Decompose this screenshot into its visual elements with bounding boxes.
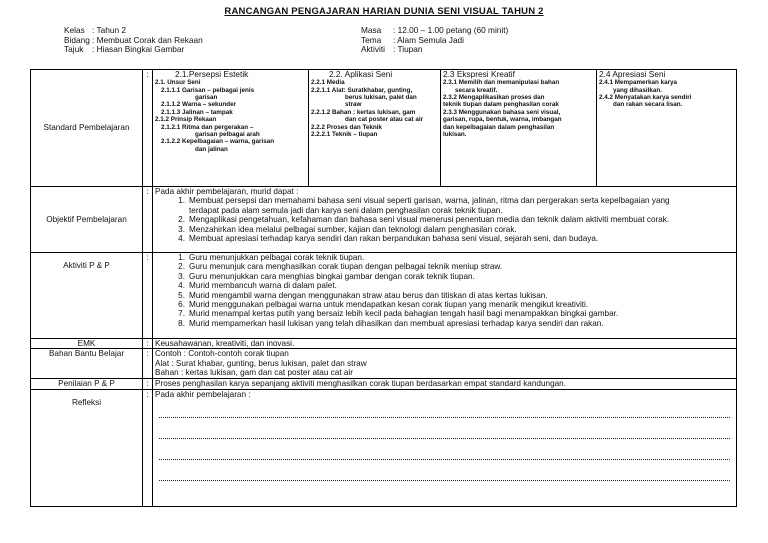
standard-item: 2.1.1.2 Warna – sekunder bbox=[161, 101, 237, 109]
info-right-block bbox=[361, 26, 508, 55]
standard-item: 2.1. Unsur Seni bbox=[155, 79, 201, 87]
standard-item: dan kepelbagaian dalam penghasilan bbox=[443, 123, 555, 131]
item-text: Murid menggunakan pelbagai warna untuk mendapatkan kesan corak tiupan yang menarik mengikut kreativiti. bbox=[189, 300, 589, 310]
info-row-aktiviti bbox=[361, 45, 508, 55]
standard-item: dan jalinan bbox=[195, 145, 228, 153]
item-number: 6. bbox=[178, 300, 185, 310]
item-number: 3. bbox=[178, 224, 185, 234]
objektif-intro: Pada akhir pembelajaran, murid dapat : bbox=[155, 187, 299, 196]
item-text: Membuat persepsi dan memahami bahasa seni visual seperti garisan, warna, jalinan, ritma dan pergerakan serta kepelbagaian yang bbox=[189, 196, 670, 206]
document-title: RANCANGAN PENGAJARAN HARIAN DUNIA SENI VISUAL TAHUN 2 bbox=[224, 6, 544, 17]
standard-item: 2.1.1.3 Jalinan – tampak bbox=[161, 108, 233, 116]
standard-item: teknik tiupan dalam penghasilan corak bbox=[443, 101, 559, 109]
item-text: Guru menunjukkan cara menghias bingkai gambar dengan corak teknik tiupan. bbox=[189, 271, 475, 281]
list-item bbox=[167, 196, 734, 205]
item-number: 2. bbox=[178, 262, 185, 272]
refleksi-blank-line[interactable] bbox=[159, 480, 730, 481]
item-number: 5. bbox=[178, 290, 185, 300]
standard-content bbox=[153, 70, 737, 187]
emk-text: Keusahawanan, kreativiti, dan inovasi. bbox=[153, 339, 737, 349]
standard-item: straw bbox=[345, 101, 362, 109]
item-text: Guru menunjukkan pelbagai corak teknik tiupan. bbox=[189, 253, 365, 262]
row-bahan bbox=[31, 349, 737, 379]
standard-col-head: 2.2. Aplikasi Seni bbox=[329, 70, 393, 79]
info-key: Aktiviti bbox=[361, 44, 385, 55]
list-item bbox=[167, 234, 734, 243]
standard-item: dan cat poster atau cat air bbox=[345, 116, 424, 124]
standard-item: 2.2.2 Proses dan Teknik bbox=[311, 123, 382, 131]
standard-item: lukisan. bbox=[443, 131, 467, 139]
list-item bbox=[167, 281, 734, 290]
colon: : bbox=[143, 70, 153, 187]
item-text: Murid menampal kertas putih yang bersaiz lebih kecil pada bahagian tengah hasil bagi menampakkan bingkai gambar. bbox=[189, 309, 619, 319]
aktiviti-content bbox=[153, 253, 737, 339]
item-text: Menzahirkan idea melalui pelbagai sumber, kajian dan teknologi dalam penghasilan corak. bbox=[189, 224, 517, 234]
info-key: Kelas bbox=[64, 25, 85, 35]
list-item bbox=[167, 215, 734, 224]
info-value: : Tahun 2 bbox=[92, 25, 126, 35]
standard-col-aplikasi bbox=[308, 70, 440, 186]
label-penilaian: Penilaian P & P bbox=[31, 379, 143, 389]
colon: : bbox=[143, 253, 153, 339]
standard-col-head: 2.3 Ekspresi Kreatif bbox=[443, 70, 515, 79]
row-objektif bbox=[31, 187, 737, 253]
bahan-line: Bahan : kertas lukisan, gam dan cat poster atau cat air bbox=[155, 368, 353, 378]
label-aktiviti: Aktiviti P & P bbox=[31, 253, 143, 339]
refleksi-content bbox=[153, 389, 737, 506]
item-text: terdapat pada alam semula jadi dan karya seni dalam penghasilan corak teknik tiupan. bbox=[189, 205, 503, 215]
list-item bbox=[167, 309, 734, 318]
standard-item: 2.2.1.1 Alat: Suratkhabar, gunting, bbox=[311, 86, 413, 94]
item-number: 7. bbox=[178, 309, 185, 319]
objektif-content bbox=[153, 187, 737, 253]
item-number: 4. bbox=[178, 234, 185, 244]
standard-item: 2.4.2 Menyatakan karya sendiri bbox=[599, 94, 692, 102]
item-text: Guru menunjuk cara menghasilkan corak tiupan dengan pelbagai teknik meniup straw. bbox=[189, 262, 503, 272]
standard-col-apresiasi bbox=[596, 70, 736, 186]
row-standard bbox=[31, 70, 737, 187]
list-item bbox=[167, 262, 734, 271]
list-item bbox=[167, 253, 734, 262]
info-key: Bidang bbox=[64, 34, 90, 45]
info-row-tajuk bbox=[64, 45, 203, 55]
standard-item: garisan bbox=[195, 94, 218, 102]
colon: : bbox=[143, 379, 153, 389]
item-number: 3. bbox=[178, 271, 185, 281]
standard-item: 2.3.2 Mengaplikasikan proses dan bbox=[443, 94, 545, 102]
list-item bbox=[167, 272, 734, 281]
standard-item: 2.2.1 Media bbox=[311, 79, 345, 87]
item-number: 1. bbox=[178, 196, 185, 206]
row-aktiviti bbox=[31, 253, 737, 339]
info-key: Tema bbox=[361, 34, 382, 45]
info-left-block bbox=[64, 26, 203, 55]
standard-col-persepsi bbox=[153, 70, 308, 186]
penilaian-text: Proses penghasilan karya sepanjang aktiviti menghasilkan corak tiupan berdasarkan empat standard kandungan. bbox=[153, 379, 737, 389]
label-standard: Standard Pembelajaran bbox=[31, 70, 143, 187]
item-number: 1. bbox=[178, 253, 185, 262]
item-number: 2. bbox=[178, 215, 185, 225]
colon: : bbox=[143, 187, 153, 253]
bahan-content bbox=[153, 349, 737, 379]
standard-item: 2.2.1.2 Bahan : kertas lukisan, gam bbox=[311, 108, 416, 116]
standard-item: 2.1.1.1 Garisan – pelbagai jenis bbox=[161, 86, 255, 94]
standard-item: 2.3.1 Memilih dan memanipulasi bahan bbox=[443, 79, 560, 87]
lesson-plan-table bbox=[30, 69, 737, 507]
item-text: Murid membancuh warna di dalam palet. bbox=[189, 281, 337, 291]
colon: : bbox=[143, 339, 153, 349]
standard-item: 2.4.1 Mempamerkan karya bbox=[599, 79, 678, 87]
list-item bbox=[167, 300, 734, 309]
item-number bbox=[167, 206, 189, 215]
info-value: : Tiupan bbox=[393, 44, 423, 55]
bahan-line: Alat : Surat khabar, gunting, berus lukisan, palet dan straw bbox=[155, 358, 367, 368]
item-text: Murid mempamerkan hasil lukisan yang telah dihasilkan dan membuat apresiasi terhadap karya sendiri dan rakan. bbox=[189, 318, 604, 328]
label-objektif: Objektif Pembelajaran bbox=[31, 187, 143, 253]
list-item bbox=[167, 225, 734, 234]
label-bahan: Bahan Bantu Belajar bbox=[31, 349, 143, 379]
info-value: : Hiasan Bingkai Gambar bbox=[92, 44, 185, 55]
row-refleksi bbox=[31, 389, 737, 506]
list-item bbox=[167, 319, 734, 328]
list-item bbox=[167, 206, 734, 215]
standard-item: garisan pelbagai arah bbox=[195, 131, 260, 139]
standard-item: dan rakan secara lisan. bbox=[613, 101, 683, 109]
item-number: 8. bbox=[178, 318, 185, 328]
info-value: : Alam Semula Jadi bbox=[393, 34, 465, 45]
standard-item: 2.2.2.1 Teknik – tiupan bbox=[311, 131, 378, 139]
info-key: Masa bbox=[361, 25, 382, 35]
info-value: : Membuat Corak dan Rekaan bbox=[92, 34, 203, 45]
row-emk bbox=[31, 339, 737, 349]
standard-item: secara kreatif. bbox=[455, 86, 498, 94]
info-key: Tajuk bbox=[64, 44, 84, 55]
standard-col-head: 2.4 Apresiasi Seni bbox=[599, 70, 666, 79]
standard-col-head: 2.1.Persepsi Estetik bbox=[175, 70, 249, 79]
label-emk: EMK bbox=[31, 339, 143, 349]
item-number: 4. bbox=[178, 281, 185, 291]
standard-item: garisan, rupa, bentuk, warna, imbangan bbox=[443, 116, 562, 124]
list-item bbox=[167, 291, 734, 300]
standard-item: berus lukisan, palet dan bbox=[345, 94, 417, 102]
label-refleksi: Refleksi bbox=[31, 389, 143, 506]
standard-item: 2.1.2.1 Ritma dan pergerakan – bbox=[161, 123, 254, 131]
info-value: : 12.00 – 1.00 petang (60 minit) bbox=[393, 25, 509, 35]
refleksi-intro: Pada akhir pembelajaran : bbox=[155, 389, 251, 399]
standard-col-ekspresi bbox=[440, 70, 596, 186]
standard-item: 2.3.3 Menggunakan bahasa seni visual, bbox=[443, 108, 561, 116]
item-text: Membuat apresiasi terhadap karya sendiri dan rakan berpandukan bahasa seni visual, sejarah seni, dan budaya. bbox=[189, 234, 599, 244]
item-text: Mengaplikasi pengetahuan, kefahaman dan bahasa seni visual menerusi penentuan media dan teknik dalam aktiviti membuat corak. bbox=[189, 215, 670, 225]
item-text: Murid mengambil warna dengan menggunakan straw atau berus dan titiskan di atas kertas lukisan. bbox=[189, 290, 548, 300]
colon: : bbox=[143, 349, 153, 379]
standard-item: 2.1.2 Prinsip Rekaan bbox=[155, 116, 217, 124]
colon: : bbox=[143, 389, 153, 506]
row-penilaian bbox=[31, 379, 737, 389]
bahan-line: Contoh : Contoh-contoh corak tiupan bbox=[155, 349, 289, 359]
standard-item: yang dihasilkan. bbox=[613, 86, 662, 94]
standard-item: 2.1.2.2 Kepelbagaian – warna, garisan bbox=[161, 138, 275, 146]
